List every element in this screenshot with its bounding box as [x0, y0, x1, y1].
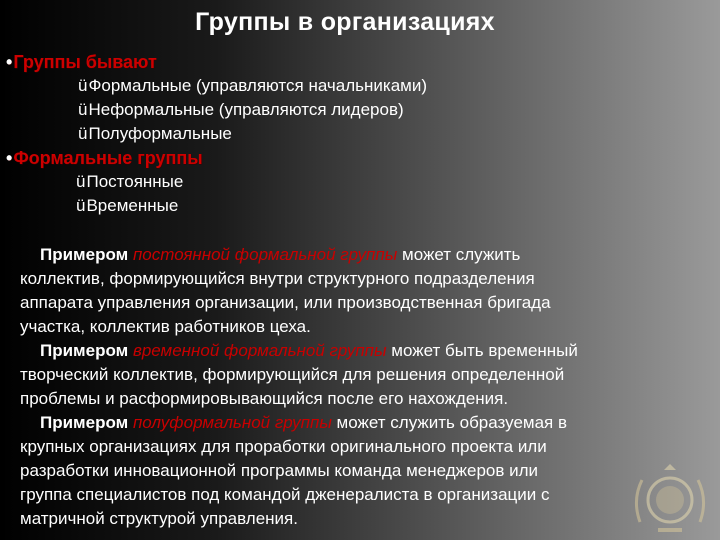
sub-item	[78, 76, 427, 96]
check-icon: ü	[76, 172, 86, 191]
bullet-label: Формальные группы	[13, 148, 203, 168]
check-icon: ü	[76, 196, 86, 215]
check-icon: ü	[78, 124, 88, 143]
example-paragraph-permanent	[20, 243, 710, 339]
sub-item-label: Неформальные (управляются лидеров)	[88, 100, 404, 119]
check-icon: ü	[78, 100, 88, 119]
sub-item	[76, 196, 178, 216]
paragraph-line: разработки инновационной программы команда менеджеров или	[20, 461, 539, 480]
paragraph-lead: Примером	[40, 413, 129, 432]
paragraph-line: аппарата управления организации, или производственная бригада	[20, 293, 551, 312]
paragraph-line: крупных организациях для проработки оригинального проекта или	[20, 437, 547, 456]
paragraph-line: участка, коллектив работников цеха.	[20, 317, 311, 336]
check-icon: ü	[78, 76, 88, 95]
paragraph-line: может быть временный	[386, 341, 578, 360]
sub-item	[78, 100, 404, 120]
paragraph-line: коллектив, формирующийся внутри структурного подразделения	[20, 269, 535, 288]
sub-item-label: Постоянные	[86, 172, 184, 191]
paragraph-line: может служить образуемая в	[331, 413, 567, 432]
paragraph-emphasis: полуформальной группы	[132, 413, 332, 432]
bullet-groups-types	[6, 52, 157, 73]
paragraph-lead: Примером	[40, 245, 129, 264]
sub-item	[76, 172, 183, 192]
sub-item	[78, 124, 232, 144]
bullet-dot: •	[6, 148, 13, 168]
slide-title: Группы в организациях	[195, 8, 495, 36]
emblem-icon	[628, 462, 712, 538]
bullet-formal-groups	[6, 148, 203, 169]
bullet-label: Группы бывают	[13, 52, 157, 72]
example-paragraph-temporary	[20, 339, 710, 411]
paragraph-line: группа специалистов под командой дженералиста в организации с	[20, 485, 550, 504]
sub-item-label: Формальные (управляются начальниками)	[88, 76, 427, 95]
paragraph-emphasis: постоянной формальной группы	[132, 245, 398, 264]
paragraph-line: может служить	[397, 245, 521, 264]
paragraph-line: матричной структурой управления.	[20, 509, 298, 528]
sub-item-label: Полуформальные	[88, 124, 232, 143]
paragraph-lead: Примером	[40, 341, 129, 360]
example-paragraph-semiformal	[20, 411, 710, 531]
sub-item-label: Временные	[86, 196, 179, 215]
paragraph-emphasis: временной формальной группы	[132, 341, 387, 360]
paragraph-line: творческий коллектив, формирующийся для решения определенной	[20, 365, 565, 384]
bullet-dot: •	[6, 52, 13, 72]
paragraph-line: проблемы и расформировывающийся после его нахождения.	[20, 389, 509, 408]
